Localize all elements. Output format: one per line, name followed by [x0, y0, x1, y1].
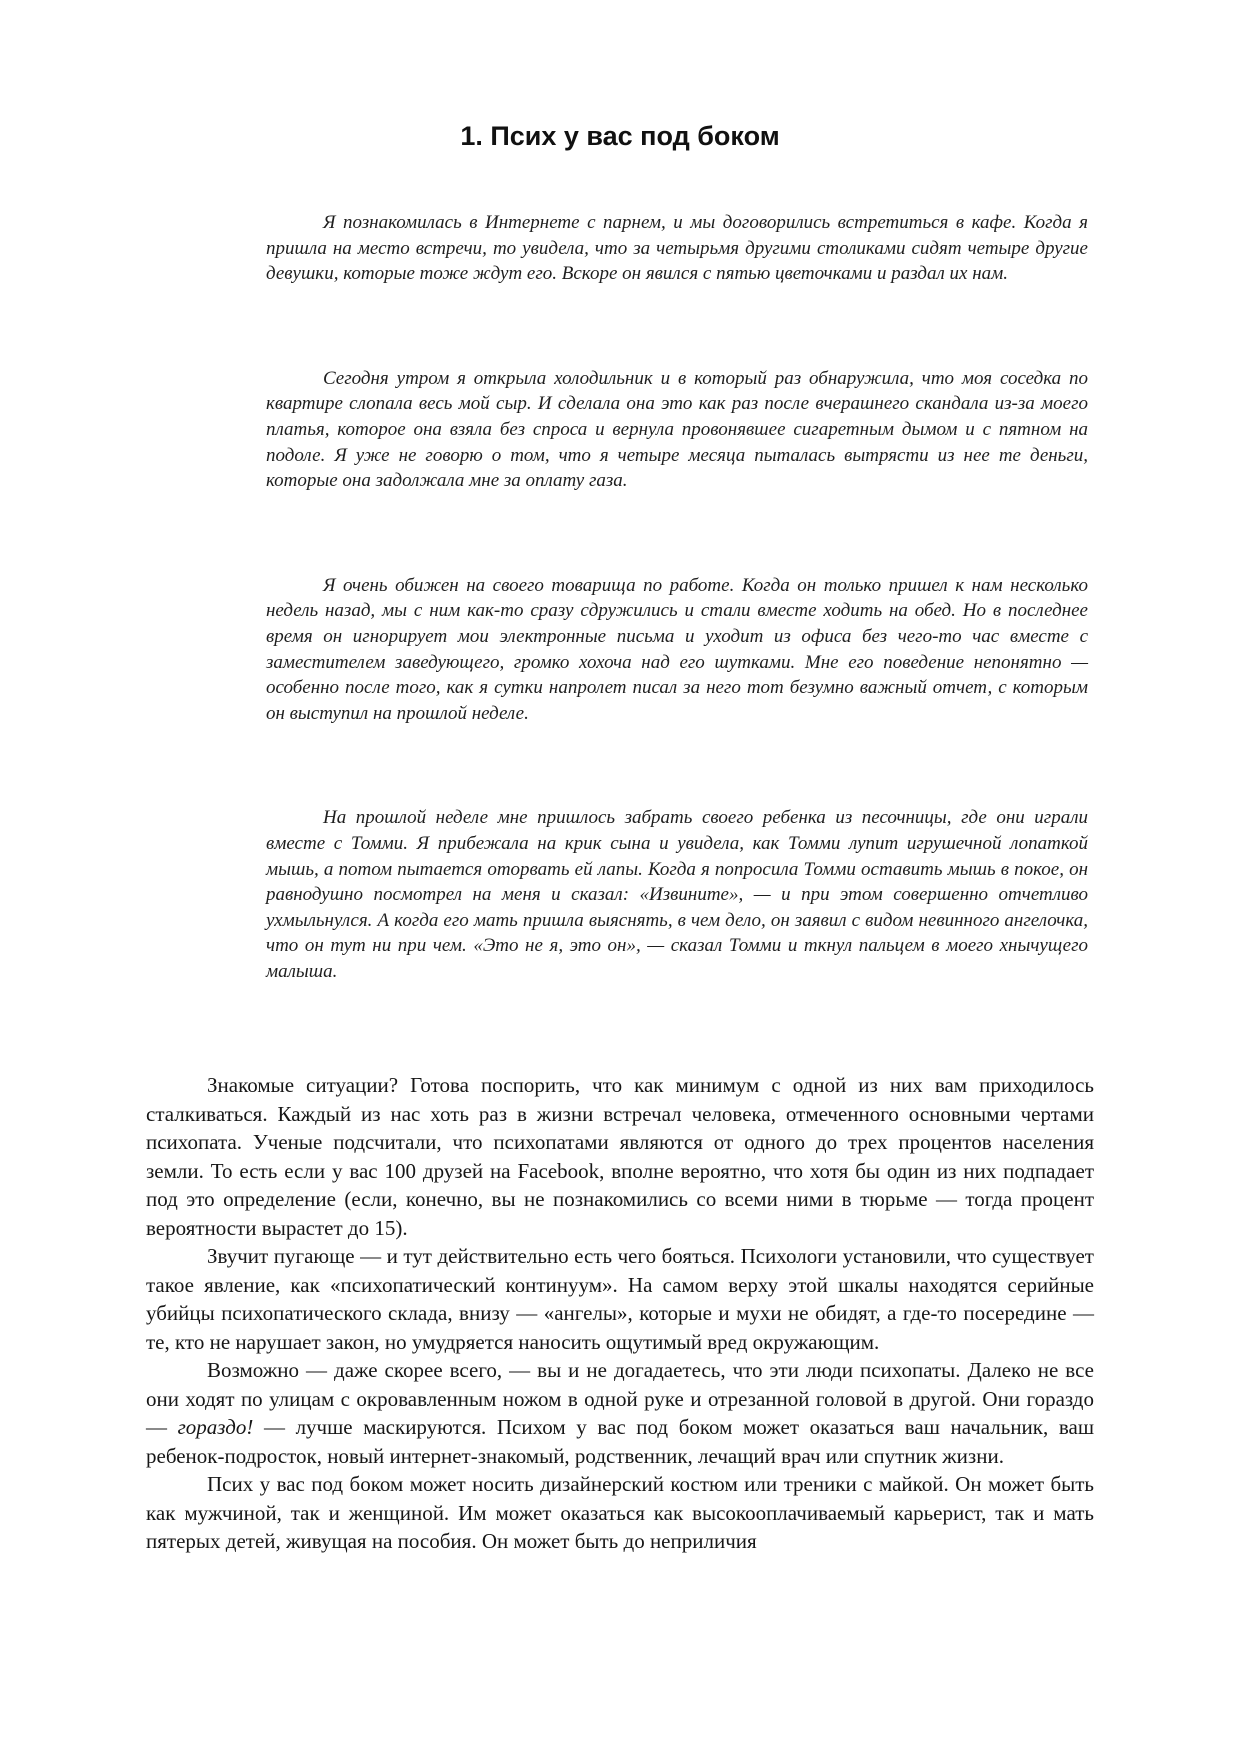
body-paragraph-3-end: — лучше маскируются. Психом у вас под боком может оказаться ваш начальник, ваш ребенок-подросток, новый интернет-знакомый, родственник, лечащий врач или спутник жизни.	[146, 1415, 1094, 1468]
epigraph-roommate-cheese: Сегодня утром я открыла холодильник и в который раз обнаружила, что моя соседка по квартире слопала весь мой сыр. И сделала она это как раз после вчерашнего скандала из-за моего платья, которое она взяла без спроса и вернула провонявшее сигаретным дымом и с пятном на подоле. Я уже не говорю о том, что я четыре месяца пыталась вытрясти из нее те деньги, которые она задолжала мне за оплату газа.	[266, 367, 1088, 492]
epigraph-online-dating: Я познакомилась в Интернете с парнем, и мы договорились встретиться в кафе. Когда я пришла на место встречи, то увидела, что за четырьмя другими столиками сидят четыре другие девушки, которые тоже ждут его. Вскоре он явился с пятью цветочками и раздал их нам.	[266, 212, 1088, 285]
body-text	[146, 1071, 1094, 1556]
epigraph-section	[266, 210, 1088, 1063]
epigraph-sandbox-tommy: На прошлой неделе мне пришлось забрать своего ребенка из песочницы, где они играли вместе с Томми. Я прибежала на крик сына и увидела, как Томми лупит игрушечной лопаткой мышь, а потом пытается оторвать ей лапы. Когда я попросила Томми оставить мышь в покое, он равнодушно посмотрел на меня и сказал: «Извините», — и при этом совершенно отчетливо ухмыльнулся. А когда его мать пришла выяснять, в чем дело, он заявил с видом невинного ангелочка, что он тут ни при чем. «Это не я, это он», — сказал Томми и ткнул пальцем в моего хнычущего малыша.	[266, 807, 1088, 982]
epigraph-coworker: Я очень обижен на своего товарища по работе. Когда он только пришел к нам несколько недель назад, мы с ним как-то сразу сдружились и стали вместе ходить на обед. Но в последнее время он игнорирует мои электронные письма и уходит из офиса без чего-то час вместе с заместителем заведующего, громко хохоча над его шутками. Мне его поведение непонятно — особенно после того, как я сутки напролет писал за него тот безумно важный отчет, с которым он выступил на прошлой неделе.	[266, 574, 1088, 724]
body-paragraph-1: Знакомые ситуации? Готова поспорить, что как минимум с одной из них вам приходилось сталкиваться. Каждый из нас хоть раз в жизни встречал человека, отмеченного основными чертами психопата. Ученые подсчитали, что психопатами являются от одного до трех процентов населения земли. То есть если у вас 100 друзей на Facebook, вполне вероятно, что хотя бы один из них подпадает под это определение (если, конечно, вы не познакомились со всеми ними в тюрьме — тогда процент вероятности вырастет до 15).	[146, 1073, 1094, 1240]
body-paragraph-4: Псих у вас под боком может носить дизайнерский костюм или треники с майкой. Он может быть как мужчиной, так и женщиной. Им может оказаться как высокооплачиваемый карьерист, так и мать пятерых детей, живущая на пособия. Он может быть до неприличия	[146, 1472, 1094, 1553]
chapter-title: 1. Псих у вас под боком	[460, 121, 780, 151]
body-paragraph-3-emphasis: гораздо!	[177, 1415, 254, 1439]
body-paragraph-3-start: Возможно — даже скорее всего, — вы и не догадаетесь, что эти люди психопаты. Далеко не все они ходят по улицам с окровавленным ножом в одной руке и отрезанной головой в другой. Они гораздо —	[146, 1358, 1094, 1439]
body-paragraph-2: Звучит пугающе — и тут действительно есть чего бояться. Психологи установили, что существует такое явление, как «психопатический континуум». На самом верху этой шкалы находятся серийные убийцы психопатического склада, внизу — «ангелы», которые и мухи не обидят, а где-то посередине — те, кто не нарушает закон, но умудряется наносить ощутимый вред окружающим.	[146, 1244, 1094, 1354]
body-paragraph-3	[146, 1356, 1094, 1470]
